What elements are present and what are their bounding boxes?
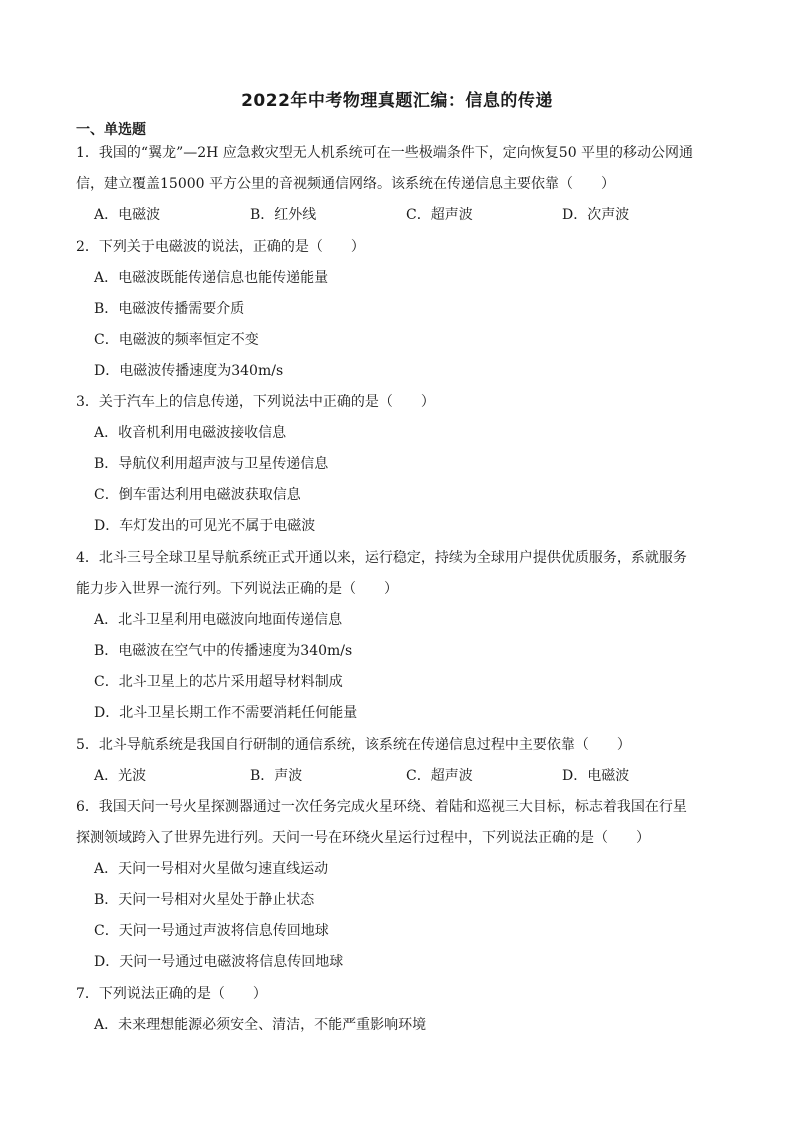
question-5 — [76, 730, 726, 792]
question-stem-line: 7．下列说法正确的是（ ） — [76, 986, 267, 1002]
option-b: B．电磁波在空气中的传播速度为340m/s — [94, 643, 353, 659]
option-a: A．光波 — [94, 768, 147, 784]
options-row — [76, 761, 726, 792]
question-7 — [76, 979, 726, 1041]
option-b: B．天问一号相对火星处于静止状态 — [94, 892, 315, 908]
option-b: B．声波 — [250, 768, 303, 784]
question-stem-line: 1．我国的“翼龙”—2H 应急救灾型无人机系统可在一些极端条件下，定向恢复50 平里的移动公网通 — [76, 145, 694, 161]
option-d: D．车灯发出的可见光不属于电磁波 — [94, 518, 316, 534]
option-b: B．红外线 — [250, 207, 317, 223]
options-row — [76, 200, 726, 231]
option-a: A．收音机利用电磁波接收信息 — [94, 425, 287, 441]
question-6 — [76, 792, 726, 978]
option-d: D．天问一号通过电磁波将信息传回地球 — [94, 954, 344, 970]
question-1 — [76, 138, 726, 231]
page-title: 2022年中考物理真题汇编：信息的传递 — [241, 91, 553, 111]
option-c: C．超声波 — [406, 207, 473, 223]
option-a: A．电磁波既能传递信息也能传递能量 — [94, 270, 329, 286]
option-b: B．导航仪利用超声波与卫星传递信息 — [94, 456, 329, 472]
option-d: D．次声波 — [562, 207, 630, 223]
question-stem-line: 6．我国天问一号火星探测器通过一次任务完成火星环绕、着陆和巡视三大目标，标志着我国在行星 — [76, 799, 687, 815]
option-c: C．北斗卫星上的芯片采用超导材料制成 — [94, 674, 343, 690]
option-a: A．天问一号相对火星做匀速直线运动 — [94, 861, 329, 877]
option-d: D．北斗卫星长期工作不需要消耗任何能量 — [94, 705, 358, 721]
question-stem-line: 2．下列关于电磁波的说法，正确的是（ ） — [76, 239, 365, 255]
option-d: D．电磁波传播速度为340m/s — [94, 363, 284, 379]
option-a: A．电磁波 — [94, 207, 161, 223]
option-b: B．电磁波传播需要介质 — [94, 301, 245, 317]
question-stem-line: 4．北斗三号全球卫星导航系统正式开通以来，运行稳定，持续为全球用户提供优质服务，系就服务 — [76, 550, 687, 566]
option-c: C．天问一号通过声波将信息传回地球 — [94, 923, 329, 939]
question-stem-line: 能力步入世界一流行列。下列说法正确的是（ ） — [76, 581, 398, 597]
question-stem-line: 3．关于汽车上的信息传递，下列说法中正确的是（ ） — [76, 394, 435, 410]
option-a: A．未来理想能源必须安全、清洁，不能严重影响环境 — [94, 1017, 427, 1033]
section-heading: 一、单选题 — [76, 122, 146, 138]
option-a: A．北斗卫星利用电磁波向地面传递信息 — [94, 612, 343, 628]
option-c: C．超声波 — [406, 768, 473, 784]
question-stem-line: 探测领域跨入了世界先进行列。天问一号在环绕火星运行过程中，下列说法正确的是（ ） — [76, 830, 650, 846]
option-d: D．电磁波 — [562, 768, 630, 784]
question-2 — [76, 232, 726, 387]
option-c: C．电磁波的频率恒定不变 — [94, 332, 259, 348]
question-3 — [76, 387, 726, 542]
question-4 — [76, 543, 726, 729]
question-stem-line: 5．北斗导航系统是我国自行研制的通信系统，该系统在传递信息过程中主要依靠（ ） — [76, 737, 631, 753]
question-stem-line: 信，建立覆盖15000 平方公里的音视频通信网络。该系统在传递信息主要依靠（ ） — [76, 176, 615, 192]
option-c: C．倒车雷达利用电磁波获取信息 — [94, 487, 301, 503]
